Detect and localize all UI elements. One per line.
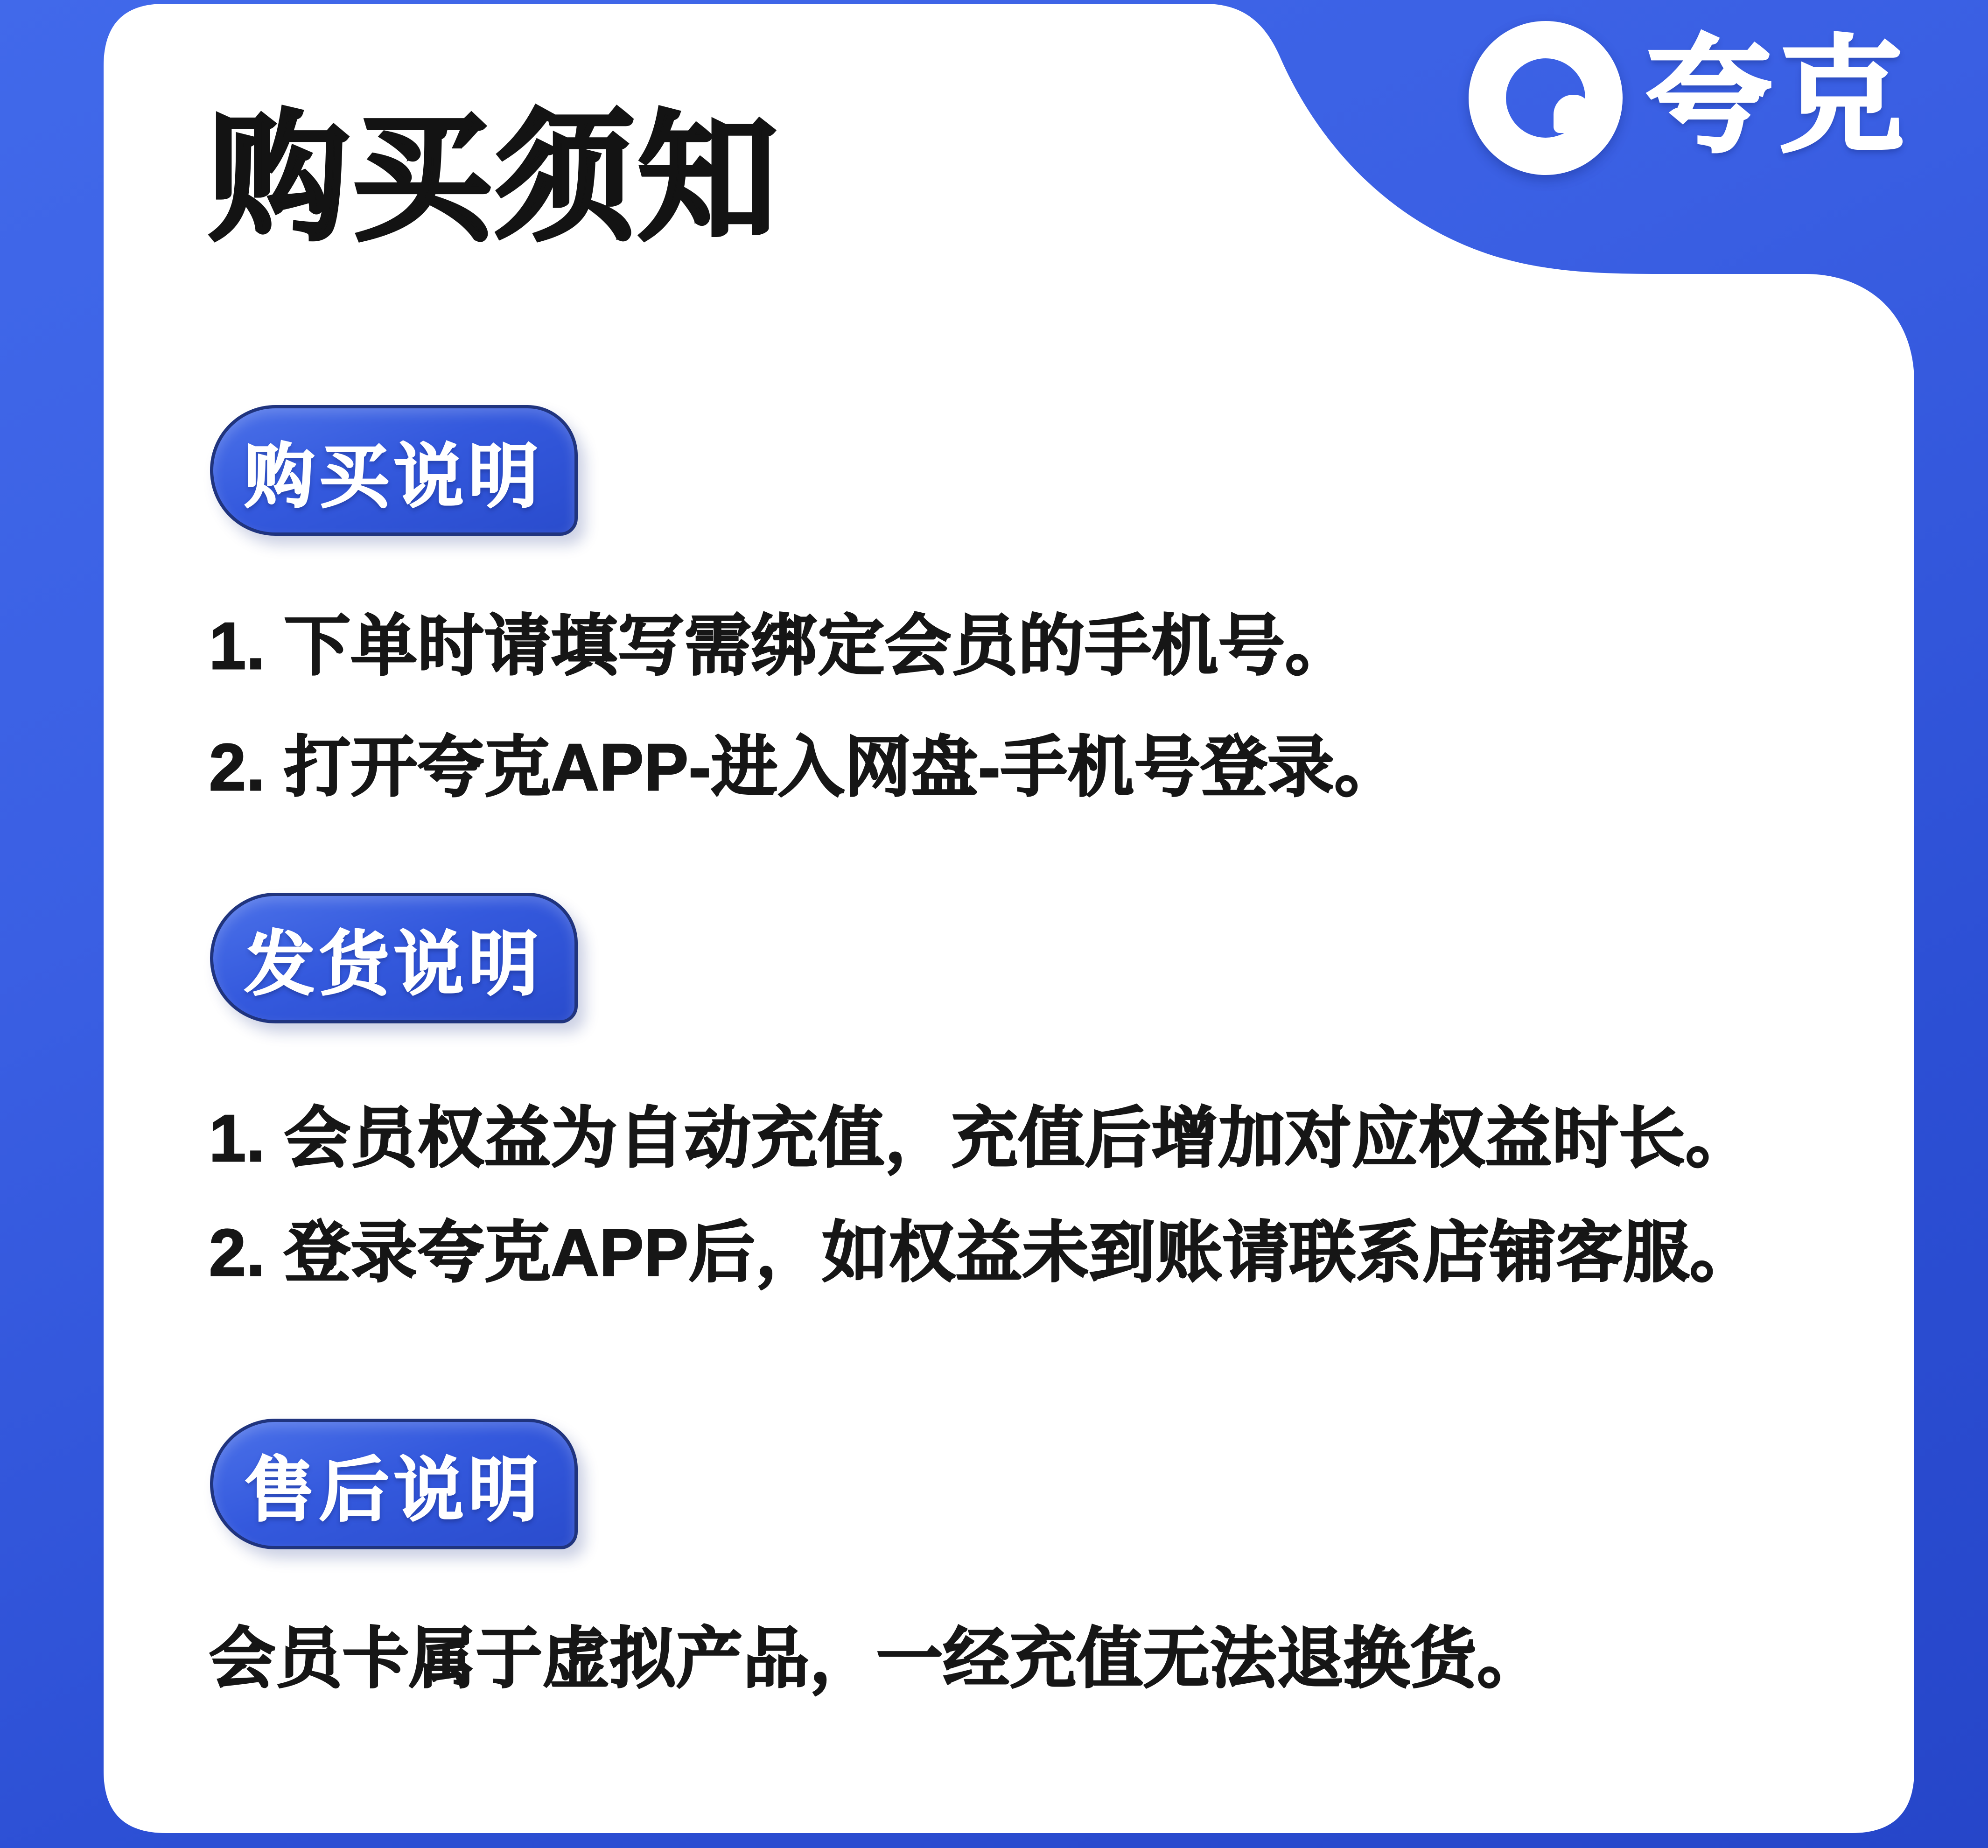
badge-purchase-label: 购买说明 (244, 437, 543, 516)
badge-aftersale-label: 售后说明 (244, 1451, 543, 1529)
delivery-line-1: 1. 会员权益为自动充值，充值后增加对应权益时长。 (209, 1101, 1752, 1176)
aftersale-line-1: 会员卡属于虚拟产品，一经充值无法退换货。 (209, 1622, 1544, 1696)
badge-delivery-instructions (210, 893, 578, 1023)
badge-purchase-instructions (210, 405, 578, 536)
quark-ring-icon (1469, 21, 1623, 175)
purchase-line-1: 1. 下单时请填写需绑定会员的手机号。 (209, 609, 1352, 683)
quark-logo-blob (1554, 95, 1591, 133)
brand-name: 夸克 (1646, 26, 1911, 166)
purchase-line-2: 2. 打开夸克APP-进入网盘-手机号登录。 (209, 730, 1401, 805)
page-title: 购买须知 (209, 100, 780, 257)
badge-aftersale-instructions (210, 1419, 578, 1549)
delivery-line-2: 2. 登录夸克APP后，如权益未到账请联系店铺客服。 (209, 1216, 1757, 1290)
badge-delivery-label: 发货说明 (244, 925, 543, 1003)
